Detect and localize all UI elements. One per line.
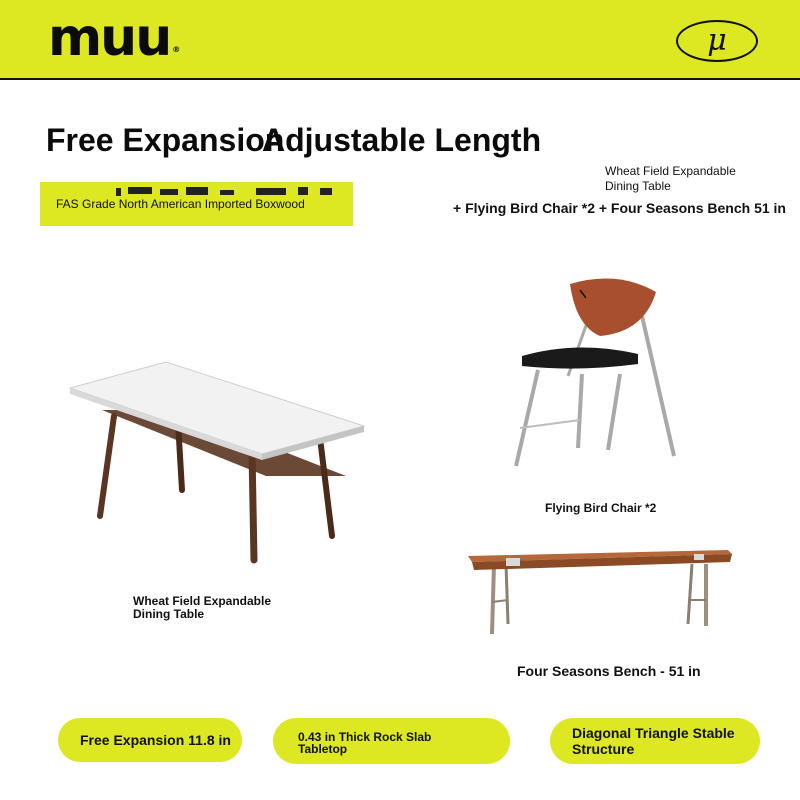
feature-pill-rock-slab-text: 0.43 in Thick Rock Slab Tabletop [298,730,432,756]
feature-pill-triangle-text: Diagonal Triangle Stable Structure [572,725,735,757]
combo-subtitle: + Flying Bird Chair *2 + Four Seasons Bench 51 in [453,200,786,216]
four-seasons-bench-image [466,542,736,640]
material-tag-text: FAS Grade North American Imported Boxwood [56,197,305,211]
feature-pill-expansion [58,718,242,762]
combo-title: Wheat Field Expandable Dining Table [605,164,736,193]
headline-free-expansion: Free Expansion [46,122,285,158]
muu-logo: muu ® [48,8,179,68]
table-caption-line1: Wheat Field Expandable [133,594,272,608]
dining-table-image [66,356,372,568]
chair-caption: Flying Bird Chair *2 [545,501,657,515]
bench-caption: Four Seasons Bench - 51 in [517,663,701,679]
mu-badge-icon: μ [676,20,758,62]
feature-pill-triangle [550,718,760,764]
table-caption-line2: Dining Table [133,607,205,621]
flying-bird-chair-image [508,270,688,470]
headline-adjustable-length: Adjustable Length [262,122,542,158]
smudged-text-artifact [116,186,336,196]
feature-pill-expansion-text: Free Expansion 11.8 in [80,732,231,748]
feature-pill-rock-slab [273,718,510,764]
brand-header [0,0,800,80]
